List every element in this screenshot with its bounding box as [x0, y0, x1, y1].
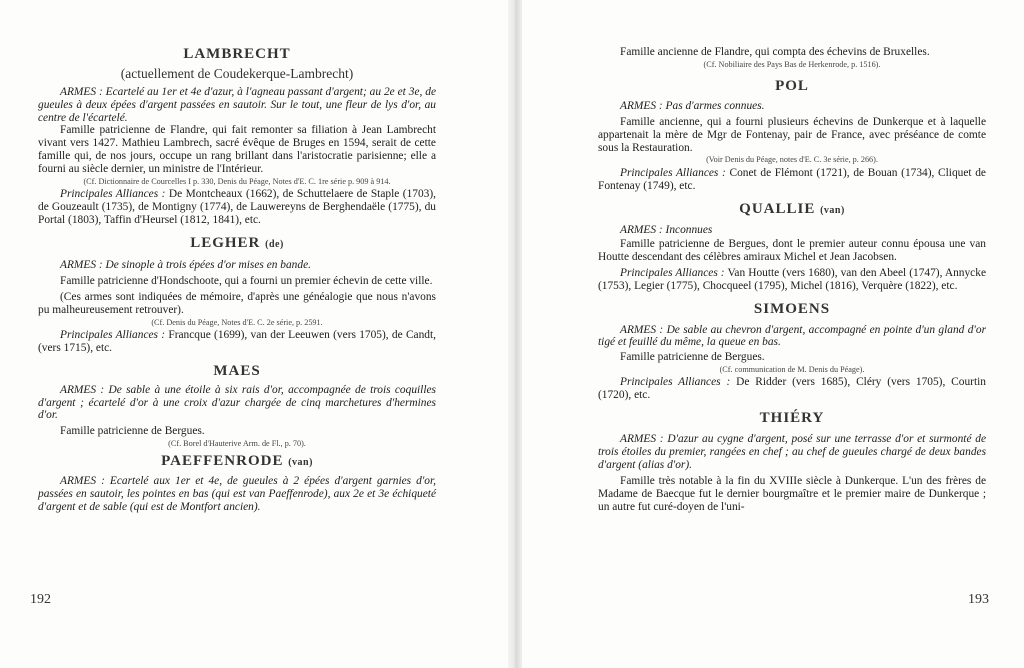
alliances-text: Conet de Flémont (1721), de Bouan (1734), Cliquet de Fontenay (1749), etc.	[598, 166, 986, 192]
alliances-label: Principales Alliances :	[620, 266, 725, 279]
arms-lambrecht: ARMES : Ecartelé au 1er et 4e d'azur, à l'agneau passant d'argent; au 2e et 3e, de gueules à deux épées d'argent passées en sautoir. Sur le tout, une fleur de lys d'or, au centre de l'écartelé.	[38, 86, 436, 124]
title-text: QUALLIE	[739, 200, 816, 217]
entry-title-legher	[38, 235, 436, 253]
citation-legher: (Cf. Denis du Péage, Notes d'E. C. 2e série, p. 2591.	[151, 317, 323, 327]
entry-title-lambrecht: LAMBRECHT	[183, 46, 291, 62]
alliances-label: Principales Alliances :	[620, 166, 726, 179]
alliances-pol	[598, 167, 986, 193]
book-gutter	[508, 0, 522, 668]
right-page	[598, 0, 986, 668]
page-number-right: 193	[968, 592, 989, 607]
title-text: LEGHER	[190, 235, 261, 252]
alliances-text: Van Houtte (vers 1680), van den Abeel (1747), Annycke (1753), Legier (1775), Chocqueel (1795), Michel (1816), Verquère (1822), etc.	[598, 266, 986, 292]
alliances-text: Francque (1699), van der Leeuwen (vers 1705), de Candt, (vers 1715), etc.	[38, 329, 437, 354]
arms-paeffenrode: ARMES : Ecartelé aux 1er et 4e, de gueules à 2 épées d'argent garnies d'or, passées en sautoir, les pointes en bas (qui est van Paeffenrode), aux 2e et 3e échiqueté d'argent et de sable (qui est de Montfort ancien).	[38, 475, 436, 514]
entry-title-maes: MAES	[213, 362, 261, 379]
alliances-label: Principales Alliances :	[620, 376, 731, 389]
entry-title-simoens: SIMOENS	[753, 300, 831, 317]
body-thiery: Famille très notable à la fin du XVIIIe siècle à Dunkerque. L'un des frères de Madame de Baecque fut le dernier bourgmaître et le premier maire de Dunkerque ; un autre fut curé-doyen de l'uni-	[598, 475, 986, 514]
title-text: PAEFFENRODE	[161, 453, 284, 470]
body-pol: Famille ancienne, qui a fourni plusieurs échevins de Dunkerque et à laquelle appartenait la mère de Mgr de Fontenay, pair de France, avec préséance de comte sous la Restauration.	[598, 116, 986, 154]
entry-title-thiery: THIÉRY	[759, 410, 825, 427]
note-legher: (Ces armes sont indiquées de mémoire, d'après une généalogie que nous n'avons pu malheureusement retrouver).	[38, 291, 436, 316]
citation-paeffenrode: (Cf. Nobiliaire des Pays Bas de Herkenrode, p. 1516).	[703, 59, 881, 69]
body-legher: Famille patricienne d'Hondschoote, qui a fourni un premier échevin de cette ville.	[60, 275, 433, 288]
body-maes: Famille patricienne de Bergues.	[60, 425, 205, 438]
arms-legher: ARMES : De sinople à trois épées d'or mises en bande.	[60, 259, 311, 272]
left-page	[38, 0, 436, 668]
page-number-left: 192	[30, 592, 51, 607]
arms-simoens: ARMES : De sable au chevron d'argent, accompagné en pointe d'un gland d'or tigé et feuillé du même, la queue en bas.	[598, 323, 986, 349]
body-simoens: Famille patricienne de Bergues.	[620, 351, 765, 364]
entry-subtitle-lambrecht: (actuellement de Coudekerque-Lambrecht)	[120, 66, 354, 81]
alliances-quallie	[598, 267, 986, 293]
entry-title-paeffenrode	[38, 453, 436, 471]
citation-lambrecht: (Cf. Dictionnaire de Courcelles I p. 330, Denis du Péage, Notes d'E. C. 1re série p. 909 à 914.	[83, 176, 391, 186]
alliances-legher	[38, 329, 436, 355]
body-lambrecht: Famille patricienne de Flandre, qui fait remonter sa filiation à Jean Lambrecht vivant vers 1427. Mathieu Lambrech, sacré évêque de Bruges en 1594, serait de cette famille qui, de nos jours, occupe un rang brillant dans l'aristocratie parisienne; elle a fourni au siècle dernier, un ministre de l'Intérieur.	[38, 124, 436, 175]
citation-maes: (Cf. Borel d'Hauterive Arm. de Fl., p. 70).	[168, 438, 306, 448]
alliances-label: Principales Alliances :	[60, 188, 166, 201]
citation-pol: (Voir Denis du Péage, notes d'E. C. 3e série, p. 266).	[706, 155, 878, 165]
title-particle: (de)	[265, 239, 284, 251]
alliances-simoens	[598, 376, 986, 402]
title-particle: (van)	[820, 204, 845, 216]
arms-thiery: ARMES : D'azur au cygne d'argent, posé sur une terrasse d'or et surmonté de trois étoiles du premier, rangées en chef ; au chef de gueules chargé de deux bandes d'argent (alias d'or).	[598, 433, 986, 471]
entry-title-quallie	[598, 201, 986, 219]
alliances-label: Principales Alliances :	[60, 329, 166, 342]
title-particle: (van)	[288, 457, 313, 469]
body-quallie: Famille patricienne de Bergues, dont le premier auteur connu épousa une van Houtte descendant des célèbres amiraux Michel et Jean Jacobsen.	[598, 238, 986, 264]
alliances-text: De Ridder (vers 1685), Cléry (vers 1705), Courtin (1720), etc.	[598, 376, 986, 402]
alliances-text: De Montcheaux (1662), de Schuttelaere de Staple (1703), de Gouzeault (1735), de Montigny (1774), de Lauwereyns de Berghendaële (1775), du Portal (1803), Taffin d'Heursel (1812, 1841), etc.	[38, 188, 436, 226]
entry-title-pol: POL	[775, 78, 809, 95]
arms-maes: ARMES : De sable à une étoile à six rais d'or, accompagnée de trois coquilles d'argent ; écartelé d'or à une croix d'azur chargée de cinq marchetures d'hermines d'or.	[38, 383, 436, 422]
citation-simoens: (Cf. communication de M. Denis du Péage).	[719, 364, 865, 374]
body-paeffenrode-cont: Famille ancienne de Flandre, qui compta des échevins de Bruxelles.	[620, 46, 930, 58]
arms-pol: ARMES : Pas d'armes connues.	[620, 100, 765, 113]
arms-quallie: ARMES : Inconnues	[620, 223, 713, 236]
alliances-lambrecht	[38, 188, 436, 226]
